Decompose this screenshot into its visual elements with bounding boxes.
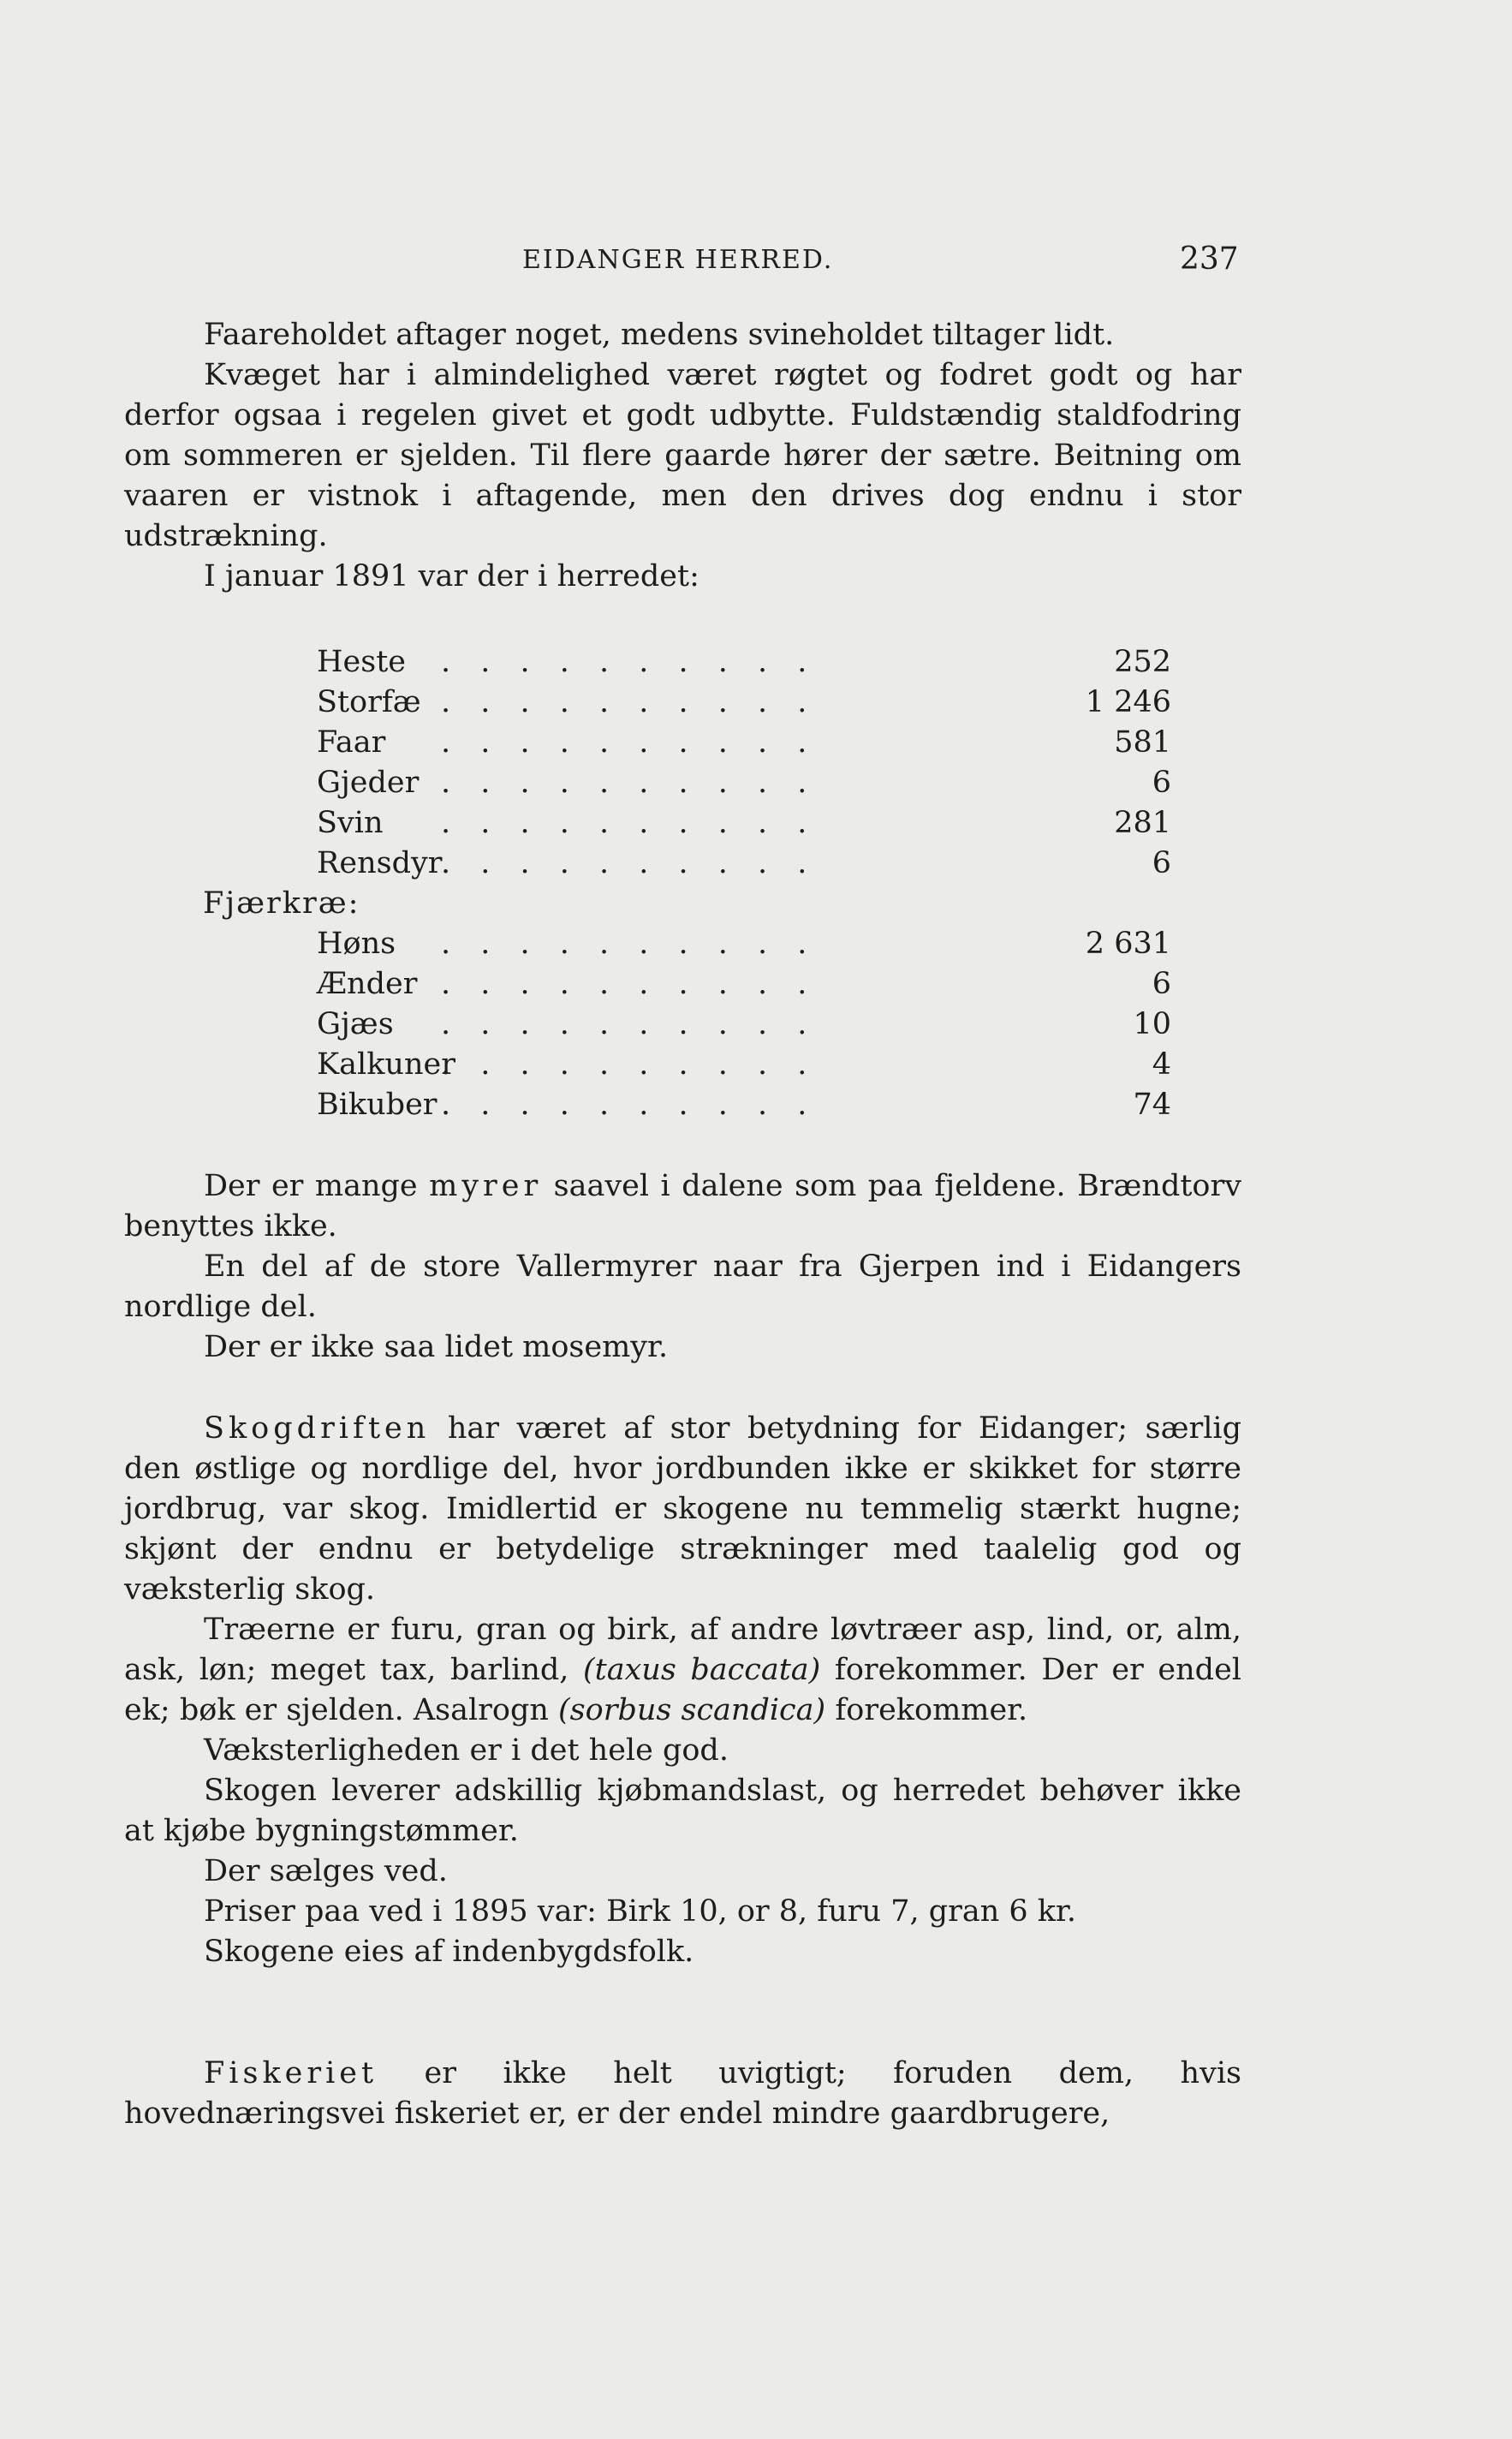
row-value: 581 [1114,725,1171,760]
paragraph-prices: Priser paa ved i 1895 var: Birk 10, or 8, furu 7, gran 6 kr. [204,1894,1076,1929]
table-row [317,803,1171,843]
leader-dots: . . . . . . . . . . [441,725,818,760]
leader-dots: . . . . . . . . . . [441,967,818,1001]
row-label: Kalkuner [317,1047,455,1082]
paragraph-mosemyr: Der er ikke saa lidet mosemyr. [204,1330,669,1364]
row-value: 6 [1152,766,1171,800]
row-value: 1 246 [1085,685,1171,719]
latin-name-taxus: (taxus baccata) [582,1653,821,1687]
leader-dots: . . . . . . . . . . [441,1047,818,1082]
paragraph-sheep: Faareholdet aftager noget, medens svineholdet tiltager lidt. [204,318,1115,352]
intro-section [124,315,1241,597]
paragraph-fishing: Fiskeriet er ikke helt uvigtigt; foruden dem, hvis hovednæringsvei fiskeriet er, er der endel mindre gaardbrugere, [124,2056,1241,2131]
latin-name-sorbus: (sorbus scandica) [558,1693,826,1727]
table-row [317,763,1171,802]
section-term-fiskeriet: Fiskeriet [204,2056,378,2090]
table-row [317,1005,1171,1044]
leader-dots: . . . . . . . . . . [441,806,818,840]
row-label: Ænder [317,967,418,1001]
fishing-section [124,2054,1241,2134]
table-row [317,844,1171,883]
row-value: 281 [1114,806,1171,840]
section-term-skogdriften: Skogdriften [204,1411,431,1446]
paragraph-ownership: Skogene eies af indenbygdsfolk. [204,1935,694,1969]
paragraph-forestry: Skogdriften har været af stor betydning for Eidanger; særlig den østlige og nordlige del, hvor jordbunden ikke er skikket for større jordbrug, var skog. Imidlertid er skogene nu temmelig stærkt hugne; skjønt der endnu er betydelige strækninger med taalelig god og væksterlig skog. [124,1411,1241,1607]
table-row [317,723,1171,762]
leader-dots: . . . . . . . . . . [441,846,818,880]
running-header: EIDANGER HERRED. [522,245,834,275]
poultry-heading-row [203,884,545,923]
paragraph-census-intro: I januar 1891 var der i herredet: [204,559,699,593]
row-value: 6 [1152,846,1171,880]
paragraph-growth: Væksterligheden er i det hele god. [204,1733,729,1768]
paragraph-cattle: Kvæget har i almindelighed været røgtet og fodret godt og har derfor ogsaa i regelen givet et godt udbytte. Fuldstændig staldfodring om sommeren er sjelden. Til flere gaarde hører der sætre. Beitning om vaaren er vistnok i aftagende, men den drives dog endnu i stor udstrækning. [124,358,1241,553]
row-label: Bikuber [317,1088,438,1122]
leader-dots: . . . . . . . . . . [441,685,818,719]
poultry-heading: Fjærkræ: [203,886,360,921]
paragraph-wood-sold: Der sælges ved. [204,1854,448,1888]
leader-dots: . . . . . . . . . . [441,766,818,800]
table-row [317,642,1171,682]
row-label: Heste [317,645,406,679]
bog-section [124,1166,1241,1368]
table-row [317,1085,1171,1124]
table-row [317,1045,1171,1084]
row-value: 4 [1152,1047,1171,1082]
forestry-section [124,1409,1241,1972]
spaced-term-myrer: myrer [429,1169,543,1203]
paragraph-trees: Træerne er furu, gran og birk, af andre løvtræer asp, lind, or, alm, ask, løn; meget tax, barlind, (taxus baccata) forekommer. Der er endel ek; bøk er sjelden. Asalrogn (sorbus scandica) forekommer. [124,1613,1241,1727]
leader-dots: . . . . . . . . . . [441,927,818,961]
paragraph-vallermyrer: En del af de store Vallermyrer naar fra Gjerpen ind i Eidangers nordlige del. [124,1249,1241,1324]
row-value: 6 [1152,967,1171,1001]
row-label: Rensdyr [317,846,443,880]
paragraph-bogs: Der er mange myrer saavel i dalene som paa fjeldene. Brændtorv benyttes ikke. [124,1169,1241,1243]
leader-dots: . . . . . . . . . . [441,645,818,679]
row-value: 10 [1133,1007,1171,1041]
row-label: Storfæ [317,685,421,719]
row-label: Gjeder [317,766,420,800]
row-value: 2 631 [1085,927,1171,961]
table-row [317,683,1171,722]
row-label: Svin [317,806,384,840]
paragraph-timber: Skogen leverer adskillig kjøbmandslast, og herredet behøver ikke at kjøbe bygningstømmer. [124,1774,1241,1848]
table-row [317,924,1171,963]
row-label: Faar [317,725,386,760]
row-value: 74 [1133,1088,1171,1122]
row-label: Gjæs [317,1007,394,1041]
row-value: 252 [1114,645,1171,679]
leader-dots: . . . . . . . . . . [441,1007,818,1041]
leader-dots: . . . . . . . . . . [441,1088,818,1122]
table-row [317,964,1171,1004]
page-number: 237 [1180,242,1239,277]
row-label: Høns [317,927,396,961]
